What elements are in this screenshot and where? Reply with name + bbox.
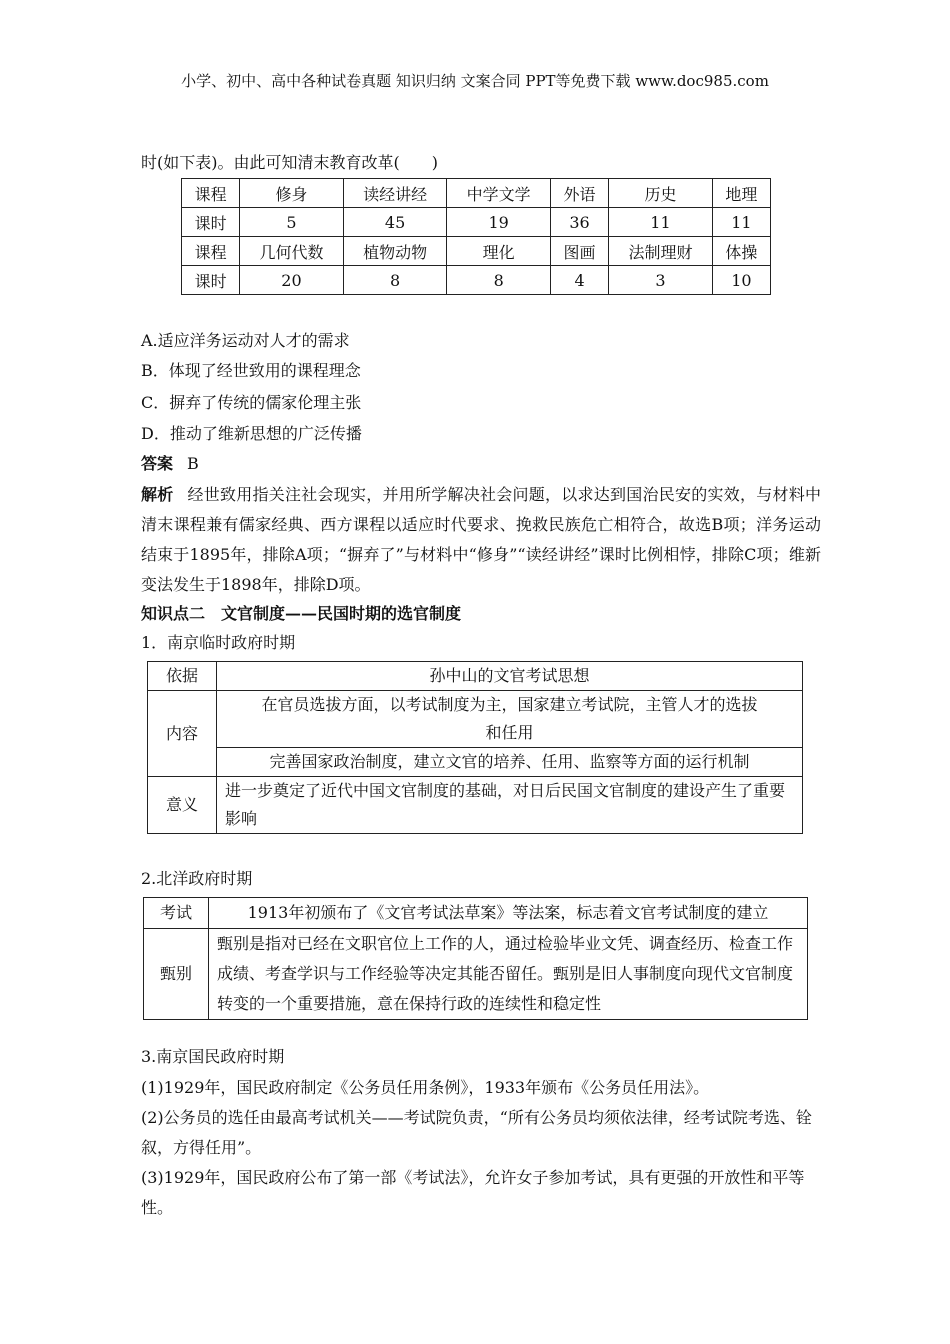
screen-cell: 甄别是指对已经在文职官位上工作的人，通过检验毕业文凭、调查经历、检查工作成绩、考查学识与工作经验等决定其能否留任。甄别是旧人事制度向现代文官制度转变的一个重要措施，意在保持行政的连续性和稳定性 — [209, 929, 808, 1020]
course-table-cell: 8 — [447, 266, 551, 295]
answer-line — [141, 453, 199, 475]
course-table-cell: 8 — [343, 266, 447, 295]
basis-cell: 孙中山的文官考试思想 — [217, 662, 803, 691]
course-table-cell: 课时 — [182, 266, 240, 295]
course-table-cell: 10 — [712, 266, 770, 295]
beiyang-table — [143, 897, 808, 1020]
question-stem: 时(如下表)。由此可知清末教育改革( ) — [141, 153, 438, 172]
screen-label: 甄别 — [144, 929, 209, 1020]
nanjing-provisional-table — [147, 661, 803, 834]
course-table-cell: 历史 — [609, 179, 713, 208]
course-table-row — [182, 179, 771, 208]
course-table-cell: 地理 — [712, 179, 770, 208]
course-table-cell: 课时 — [182, 208, 240, 237]
course-table-cell: 课程 — [182, 237, 240, 266]
course-table-cell: 45 — [343, 208, 447, 237]
analysis-paragraph — [141, 480, 821, 600]
course-table-row — [182, 266, 771, 295]
option-d: D．推动了维新思想的广泛传播 — [141, 424, 362, 443]
option-c: C．摒弃了传统的儒家伦理主张 — [141, 393, 362, 412]
analysis-text: 经世致用指关注社会现实，并用所学解决社会问题，以求达到国治民安的实效，与材料中清末课程兼有儒家经典、西方课程以适应时代要求、挽救民族危亡相符合，故选B项；洋务运动结束于1895年，排除A项；“摒弃了”与材料中“修身”“读经讲经”课时比例相悖，排除C项；维新变法发生于1898年，排除D项。 — [141, 485, 821, 594]
option-b: B．体现了经世致用的课程理念 — [141, 361, 361, 380]
course-table-row — [182, 208, 771, 237]
analysis-label: 解析 — [141, 485, 174, 504]
meaning-cell: 进一步奠定了近代中国文官制度的基础，对日后民国文官制度的建设产生了重要影响 — [217, 777, 803, 834]
course-table-cell: 植物动物 — [343, 237, 447, 266]
course-table-cell: 课程 — [182, 179, 240, 208]
course-table-cell: 体操 — [712, 237, 770, 266]
course-table-cell: 3 — [609, 266, 713, 295]
course-table-cell: 图画 — [550, 237, 608, 266]
exam-label: 考试 — [144, 898, 209, 929]
course-table-cell: 36 — [550, 208, 608, 237]
basis-label: 依据 — [148, 662, 217, 691]
course-table-cell: 读经讲经 — [343, 179, 447, 208]
part2-title: 2.北洋政府时期 — [141, 869, 253, 888]
part3-item-2: (2)公务员的选任由最高考试机关——考试院负责，“所有公务员均须依法律，经考试院考选、铨叙，方得任用”。 — [141, 1108, 812, 1157]
course-table-cell: 法制理财 — [609, 237, 713, 266]
part3-item-1: (1)1929年，国民政府制定《公务员任用条例》，1933年颁布《公务员任用法》。 — [141, 1078, 710, 1097]
content-label: 内容 — [148, 691, 217, 777]
course-table-cell: 4 — [550, 266, 608, 295]
part1-title: 1．南京临时政府时期 — [141, 633, 296, 652]
answer-label: 答案 — [141, 454, 174, 473]
course-table-cell: 理化 — [447, 237, 551, 266]
answer-value: B — [187, 454, 199, 473]
course-table-cell: 19 — [447, 208, 551, 237]
course-table — [181, 178, 771, 295]
option-a: A.适应洋务运动对人才的需求 — [141, 331, 350, 350]
meaning-label: 意义 — [148, 777, 217, 834]
course-table-cell: 外语 — [550, 179, 608, 208]
part3-item-3: (3)1929年，国民政府公布了第一部《考试法》，允许女子参加考试，具有更强的开放性和平等性。 — [141, 1168, 805, 1217]
course-table-cell: 11 — [712, 208, 770, 237]
course-table-cell: 5 — [240, 208, 344, 237]
part3-title: 3.南京国民政府时期 — [141, 1047, 285, 1066]
course-table-cell: 11 — [609, 208, 713, 237]
course-table-cell: 中学文学 — [447, 179, 551, 208]
content-cell-1: 在官员选拔方面，以考试制度为主，国家建立考试院，主管人才的选拔和任用 — [217, 691, 803, 748]
section-title: 知识点二 文官制度——民国时期的选官制度 — [141, 604, 462, 623]
page-header: 小学、初中、高中各种试卷真题 知识归纳 文案合同 PPT等免费下载 www.doc985.com — [181, 72, 769, 90]
exam-cell: 1913年初颁布了《文官考试法草案》等法案，标志着文官考试制度的建立 — [209, 898, 808, 929]
content-cell-2: 完善国家政治制度，建立文官的培养、任用、监察等方面的运行机制 — [217, 748, 803, 777]
course-table-cell: 修身 — [240, 179, 344, 208]
course-table-cell: 几何代数 — [240, 237, 344, 266]
course-table-cell: 20 — [240, 266, 344, 295]
course-table-row — [182, 237, 771, 266]
